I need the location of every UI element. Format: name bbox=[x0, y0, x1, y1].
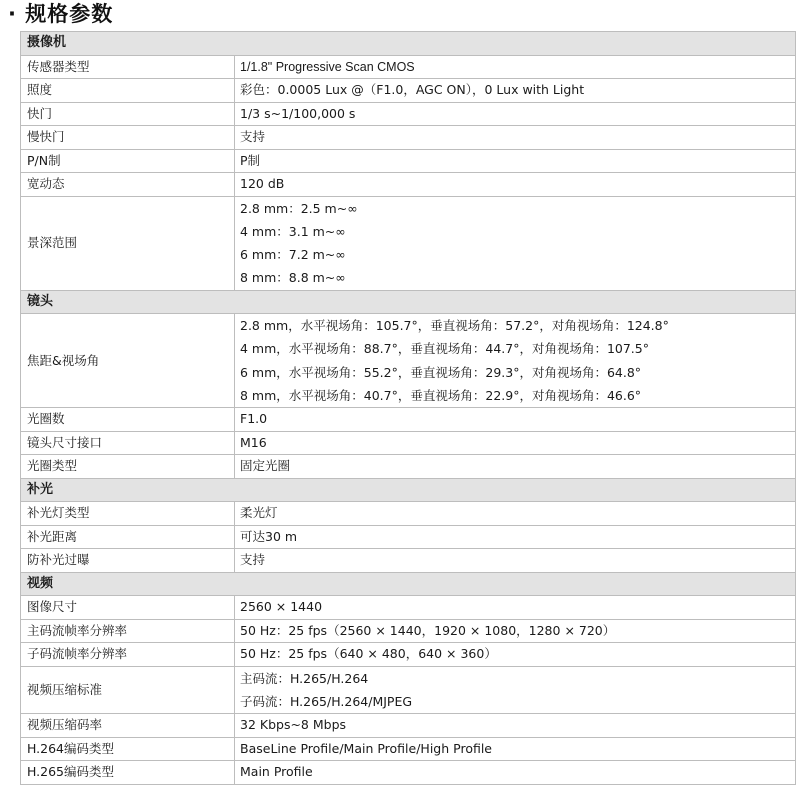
value-line: 6 mm，水平视场角：55.2°，垂直视场角：29.3°，对角视场角：64.8° bbox=[240, 364, 642, 380]
value-line: 2.8 mm：2.5 m~∞ bbox=[240, 200, 358, 216]
section-title: 补光 bbox=[21, 478, 796, 502]
table-row bbox=[21, 737, 796, 761]
row-label: 照度 bbox=[21, 79, 235, 103]
row-value: 柔光灯 bbox=[235, 502, 796, 526]
value-line: 主码流：H.265/H.264 bbox=[240, 670, 369, 686]
row-value: BaseLine Profile/Main Profile/High Profile bbox=[235, 737, 796, 761]
row-label: 子码流帧率分辨率 bbox=[21, 643, 235, 667]
table-row bbox=[21, 549, 796, 573]
row-label: 宽动态 bbox=[21, 173, 235, 197]
table-row bbox=[21, 643, 796, 667]
row-value: 支持 bbox=[235, 549, 796, 573]
row-value: F1.0 bbox=[235, 408, 796, 432]
row-label: 慢快门 bbox=[21, 126, 235, 150]
table-row bbox=[21, 502, 796, 526]
section-header-lens bbox=[21, 290, 796, 314]
section-header-video bbox=[21, 572, 796, 596]
row-value: Main Profile bbox=[235, 761, 796, 785]
section-header-camera bbox=[21, 32, 796, 56]
row-label: 传感器类型 bbox=[21, 55, 235, 79]
table-row bbox=[21, 431, 796, 455]
row-label: 光圈类型 bbox=[21, 455, 235, 479]
row-value-multiline bbox=[235, 666, 796, 714]
page-title: · 规格参数 bbox=[8, 2, 114, 26]
value-line: 8 mm，水平视场角：40.7°，垂直视场角：22.9°，对角视场角：46.6° bbox=[240, 388, 642, 404]
value-line: 8 mm：8.8 m~∞ bbox=[240, 270, 346, 286]
table-row bbox=[21, 102, 796, 126]
row-value: 彩色：0.0005 Lux @（F1.0，AGC ON），0 Lux with Light bbox=[235, 79, 796, 103]
row-value: 32 Kbps~8 Mbps bbox=[235, 714, 796, 738]
row-value-multiline bbox=[235, 196, 796, 290]
value-line: 子码流：H.265/H.264/MJPEG bbox=[240, 694, 413, 710]
row-label: 补光灯类型 bbox=[21, 502, 235, 526]
section-title: 视频 bbox=[21, 572, 796, 596]
row-label: 防补光过曝 bbox=[21, 549, 235, 573]
row-value: 1/3 s~1/100,000 s bbox=[235, 102, 796, 126]
table-row bbox=[21, 666, 796, 714]
row-value: 支持 bbox=[235, 126, 796, 150]
row-value: 50 Hz：25 fps（2560 × 1440，1920 × 1080，1280 × 720） bbox=[235, 619, 796, 643]
table-row bbox=[21, 173, 796, 197]
value-line: 4 mm，水平视场角：88.7°，垂直视场角：44.7°，对角视场角：107.5° bbox=[240, 341, 649, 357]
value-line: 2.8 mm，水平视场角：105.7°，垂直视场角：57.2°，对角视场角：124.8° bbox=[240, 318, 669, 334]
table-row bbox=[21, 408, 796, 432]
section-title: 镜头 bbox=[21, 290, 796, 314]
row-label: 焦距&视场角 bbox=[21, 314, 235, 408]
table-row bbox=[21, 314, 796, 408]
row-value: M16 bbox=[235, 431, 796, 455]
row-label: H.265编码类型 bbox=[21, 761, 235, 785]
row-value: 固定光圈 bbox=[235, 455, 796, 479]
value-line: 6 mm：7.2 m~∞ bbox=[240, 247, 346, 263]
table-row bbox=[21, 79, 796, 103]
row-value: P制 bbox=[235, 149, 796, 173]
row-label: 视频压缩标准 bbox=[21, 666, 235, 714]
row-label: 主码流帧率分辨率 bbox=[21, 619, 235, 643]
table-row bbox=[21, 596, 796, 620]
table-row bbox=[21, 55, 796, 79]
row-label: 光圈数 bbox=[21, 408, 235, 432]
row-label: 补光距离 bbox=[21, 525, 235, 549]
row-value: 50 Hz：25 fps（640 × 480，640 × 360） bbox=[235, 643, 796, 667]
row-value-multiline bbox=[235, 314, 796, 408]
value-line: 4 mm：3.1 m~∞ bbox=[240, 223, 346, 239]
section-header-light bbox=[21, 478, 796, 502]
row-label: 景深范围 bbox=[21, 196, 235, 290]
row-value: 1/1.8" Progressive Scan CMOS bbox=[235, 55, 796, 79]
table-row bbox=[21, 761, 796, 785]
row-label: 视频压缩码率 bbox=[21, 714, 235, 738]
row-value: 可达30 m bbox=[235, 525, 796, 549]
table-row bbox=[21, 525, 796, 549]
row-label: 快门 bbox=[21, 102, 235, 126]
row-label: P/N制 bbox=[21, 149, 235, 173]
row-label: 镜头尺寸接口 bbox=[21, 431, 235, 455]
table-row bbox=[21, 714, 796, 738]
table-row bbox=[21, 126, 796, 150]
section-title: 摄像机 bbox=[21, 32, 796, 56]
table-row bbox=[21, 455, 796, 479]
table-row bbox=[21, 149, 796, 173]
spec-table bbox=[20, 31, 796, 785]
table-row bbox=[21, 196, 796, 290]
row-label: 图像尺寸 bbox=[21, 596, 235, 620]
row-value: 120 dB bbox=[235, 173, 796, 197]
row-value: 2560 × 1440 bbox=[235, 596, 796, 620]
table-row bbox=[21, 619, 796, 643]
row-label: H.264编码类型 bbox=[21, 737, 235, 761]
